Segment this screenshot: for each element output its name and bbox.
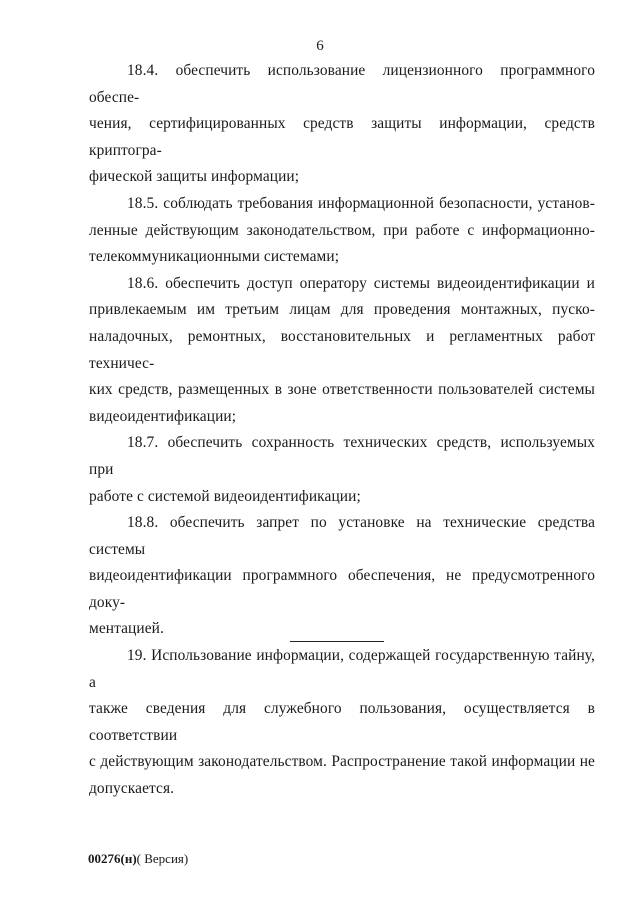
text-line: с действующим законодательством. Распространение такой информации не xyxy=(89,753,595,771)
text-line: 18.5. соблюдать требования информационной безопасности, установ- xyxy=(127,194,595,212)
text-line: привлекаемым им третьим лицам для проведения монтажных, пуско- xyxy=(89,301,595,319)
text-line: телекоммуникационными системами; xyxy=(89,248,340,266)
doc-code: 00276(н) xyxy=(88,851,137,866)
version-label: ( Версия) xyxy=(136,851,189,866)
paragraph-18-8 xyxy=(89,510,595,643)
text-line: ких средств, размещенных в зоне ответственности пользователей системы xyxy=(89,381,595,399)
paragraph-18-5 xyxy=(89,191,595,271)
document-code-footer xyxy=(88,851,188,867)
document-body xyxy=(89,58,595,803)
text-line: 18.6. обеспечить доступ оператору системы видеоидентификации и xyxy=(127,274,595,292)
paragraph-18-7 xyxy=(89,430,595,510)
paragraph-18-4 xyxy=(89,58,595,191)
text-line: 19. Использование информации, содержащей государственную тайну, а xyxy=(89,647,595,691)
text-line: наладочных, ремонтных, восстановительных и регламентных работ техничес- xyxy=(89,327,595,372)
end-separator-line xyxy=(290,641,384,642)
text-line: видеоидентификации; xyxy=(89,407,237,425)
page-number: 6 xyxy=(316,38,324,54)
text-line: фической защиты информации; xyxy=(89,168,300,186)
text-line: работе с системой видеоидентификации; xyxy=(89,487,361,505)
text-line: также сведения для служебного пользования, осуществляется в соответствии xyxy=(89,700,595,744)
text-line: ленные действующим законодательством, при работе с информационно- xyxy=(89,221,595,239)
text-line: видеоидентификации программного обеспечения, не предусмотренного доку- xyxy=(89,567,595,611)
text-line: чения, сертифицированных средств защиты информации, средств криптогра- xyxy=(89,115,595,159)
text-line: допускается. xyxy=(89,780,175,798)
text-line: ментацией. xyxy=(89,620,164,638)
text-line: 18.8. обеспечить запрет по установке на технические средства системы xyxy=(89,514,595,558)
paragraph-18-6 xyxy=(89,271,595,431)
text-line: 18.4. обеспечить использование лицензионного программного обеспе- xyxy=(89,62,595,106)
paragraph-19 xyxy=(89,643,595,803)
text-line: 18.7. обеспечить сохранность технических средств, используемых при xyxy=(89,434,595,478)
